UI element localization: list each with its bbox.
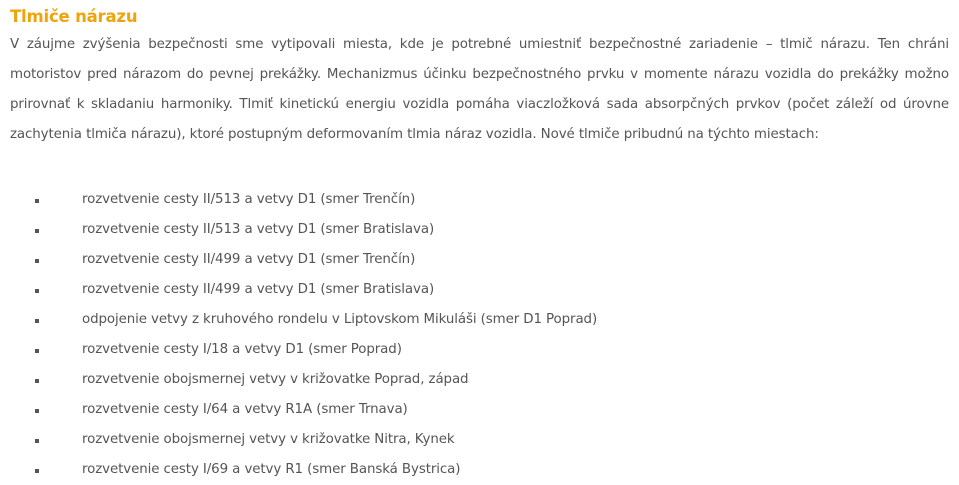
list-item-text: rozvetvenie cesty II/499 a vetvy D1 (smer Trenčín): [82, 252, 416, 267]
list-item-text: rozvetvenie cesty I/64 a vetvy R1A (smer Trnava): [82, 402, 408, 417]
list-item-text: rozvetvenie cesty II/513 a vetvy D1 (smer Trenčín): [82, 192, 416, 207]
list-item-text: rozvetvenie cesty II/499 a vetvy D1 (smer Bratislava): [82, 282, 435, 297]
intro-paragraph: [10, 30, 949, 150]
list-item: [10, 425, 949, 455]
list-item-text: odpojenie vetvy z kruhového rondelu v Liptovskom Mikuláši (smer D1 Poprad): [82, 312, 598, 327]
bullet-icon: [35, 259, 39, 263]
list-item: [10, 245, 949, 275]
bullet-icon: [35, 229, 39, 233]
intro-line: V záujme zvýšenia bezpečnosti sme vytipovali miesta, kde je potrebné umiestniť bezpečnostné zariadenie – tlmič nárazu. Ten chráni: [10, 37, 949, 52]
list-item-text: rozvetvenie obojsmernej vetvy v križovatke Nitra, Kynek: [82, 432, 455, 447]
bullet-icon: [35, 199, 39, 203]
bullet-icon: [35, 379, 39, 383]
list-item-text: rozvetvenie cesty II/513 a vetvy D1 (smer Bratislava): [82, 222, 435, 237]
list-item-text: rozvetvenie cesty I/69 a vetvy R1 (smer Banská Bystrica): [82, 462, 461, 477]
list-item-text: rozvetvenie obojsmernej vetvy v križovatke Poprad, západ: [82, 372, 469, 387]
bullet-icon: [35, 409, 39, 413]
list-item: [10, 185, 949, 215]
list-item: [10, 305, 949, 335]
bullet-icon: [35, 349, 39, 353]
list-item: [10, 365, 949, 395]
list-item-text: rozvetvenie cesty I/18 a vetvy D1 (smer Poprad): [82, 342, 402, 357]
list-item: [10, 455, 949, 485]
intro-line: prirovnať k skladaniu harmoniky. Tlmiť kinetickú energiu vozidla pomáha viaczložková sada absorpčných prvkov (počet záleží od úrovne: [10, 97, 949, 112]
list-item: [10, 275, 949, 305]
list-item: [10, 335, 949, 365]
list-item: [10, 395, 949, 425]
list-item: [10, 215, 949, 245]
bullet-icon: [35, 439, 39, 443]
article-heading: Tlmiče nárazu: [10, 7, 138, 26]
location-list: [10, 185, 949, 485]
intro-line: motoristov pred nárazom do pevnej prekážky. Mechanizmus účinku bezpečnostného prvku v momente nárazu vozidla do prekážky možno: [10, 67, 949, 82]
intro-line: zachytenia tlmiča nárazu), ktoré postupným deformovaním tlmia náraz vozidla. Nové tlmiče pribudnú na týchto miestach:: [10, 127, 819, 142]
bullet-icon: [35, 469, 39, 473]
bullet-icon: [35, 319, 39, 323]
bullet-icon: [35, 289, 39, 293]
